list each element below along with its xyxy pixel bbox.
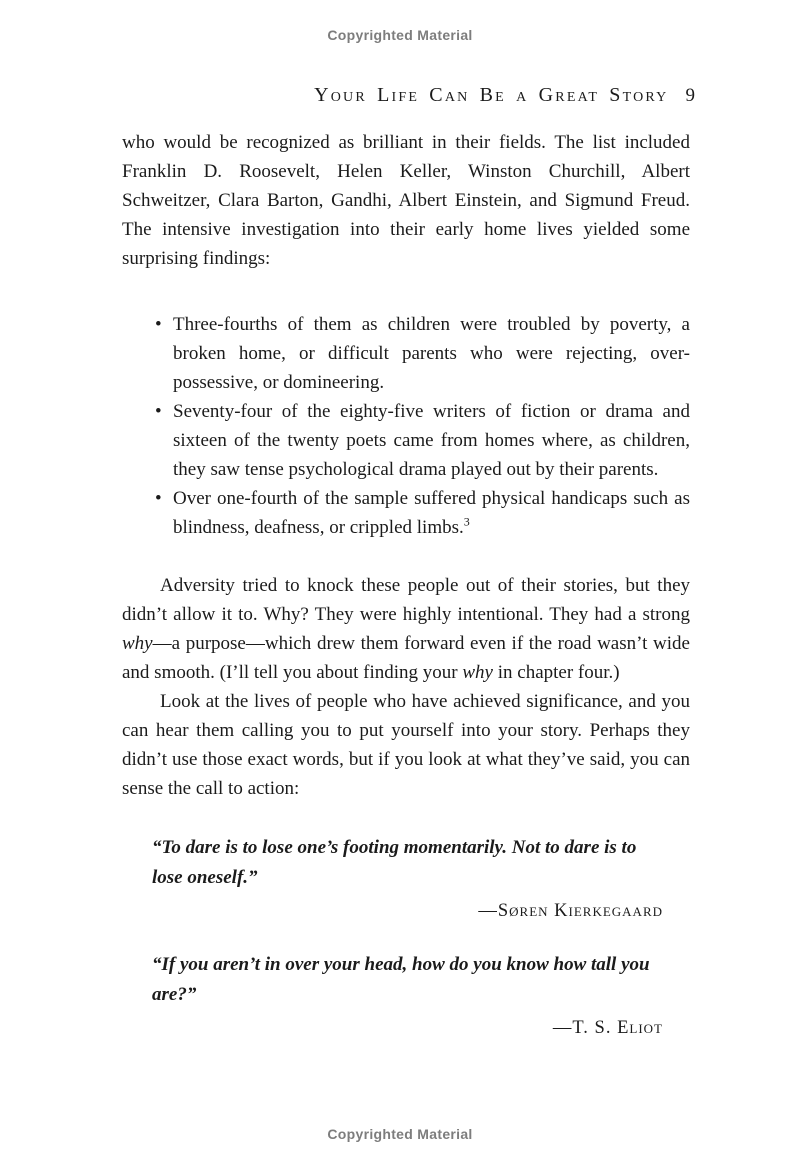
running-head-title: Your Life Can Be a Great Story: [314, 84, 669, 106]
page-number: 9: [685, 85, 695, 106]
list-item: [122, 310, 690, 397]
paragraph-text: in chapter four.): [492, 662, 620, 683]
quote-block: [152, 950, 663, 1040]
text-column: [122, 128, 690, 1040]
italic-word: why: [462, 662, 493, 683]
paragraph-text: Adversity tried to knock these people out of their stories, but they didn’t allow it to. Why? They were highly intentional. They had a strong: [122, 575, 690, 625]
copyright-notice-bottom: Copyrighted Material: [327, 1126, 473, 1142]
quote-attribution: —T. S. Eliot: [552, 1018, 663, 1038]
footnote-reference: 3: [463, 514, 470, 529]
running-head: [122, 84, 695, 107]
list-item: [122, 397, 690, 484]
list-item-text: Three-fourths of them as children were troubled by poverty, a broken home, or difficult parents who were rejecting, over-possessive, or domineering.: [173, 314, 690, 393]
quote-text: “To dare is to lose one’s footing momentarily. Not to dare is to lose oneself.”: [152, 837, 637, 888]
quote-text: “If you aren’t in over your head, how do you know how tall you are?”: [152, 954, 650, 1005]
list-item: [122, 484, 690, 542]
list-item-text: Over one-fourth of the sample suffered physical handicaps such as blindness, deafness, or crippled limbs.: [173, 488, 690, 538]
italic-word: why: [122, 633, 153, 654]
quote-attribution: —Søren Kierkegaard: [478, 901, 663, 921]
paragraph-text: —a purpose—which drew them forward even if the road wasn’t wide and smooth. (I’ll tell you about finding your: [122, 633, 690, 683]
paragraph-look: Look at the lives of people who have achieved significance, and you can hear them calling you to put yourself into your story. Perhaps they didn’t use those exact words, but if you look at what they’ve said, you can sense the call to action:: [122, 691, 690, 799]
quote-block: [152, 833, 663, 923]
findings-list: [122, 310, 690, 542]
copyright-notice-top: Copyrighted Material: [327, 27, 473, 43]
paragraph-adversity: [122, 571, 690, 687]
list-item-text: Seventy-four of the eighty-five writers of fiction or drama and sixteen of the twenty poets came from homes where, as children, they saw tense psychological drama played out by their parents.: [173, 401, 690, 480]
paragraph-intro: who would be recognized as brilliant in their fields. The list included Franklin D. Roosevelt, Helen Keller, Winston Churchill, Albert Schweitzer, Clara Barton, Gandhi, Albert Einstein, and Sigmund Freud. The intensive investigation into their early home lives yielded some surprising findings:: [122, 132, 690, 269]
